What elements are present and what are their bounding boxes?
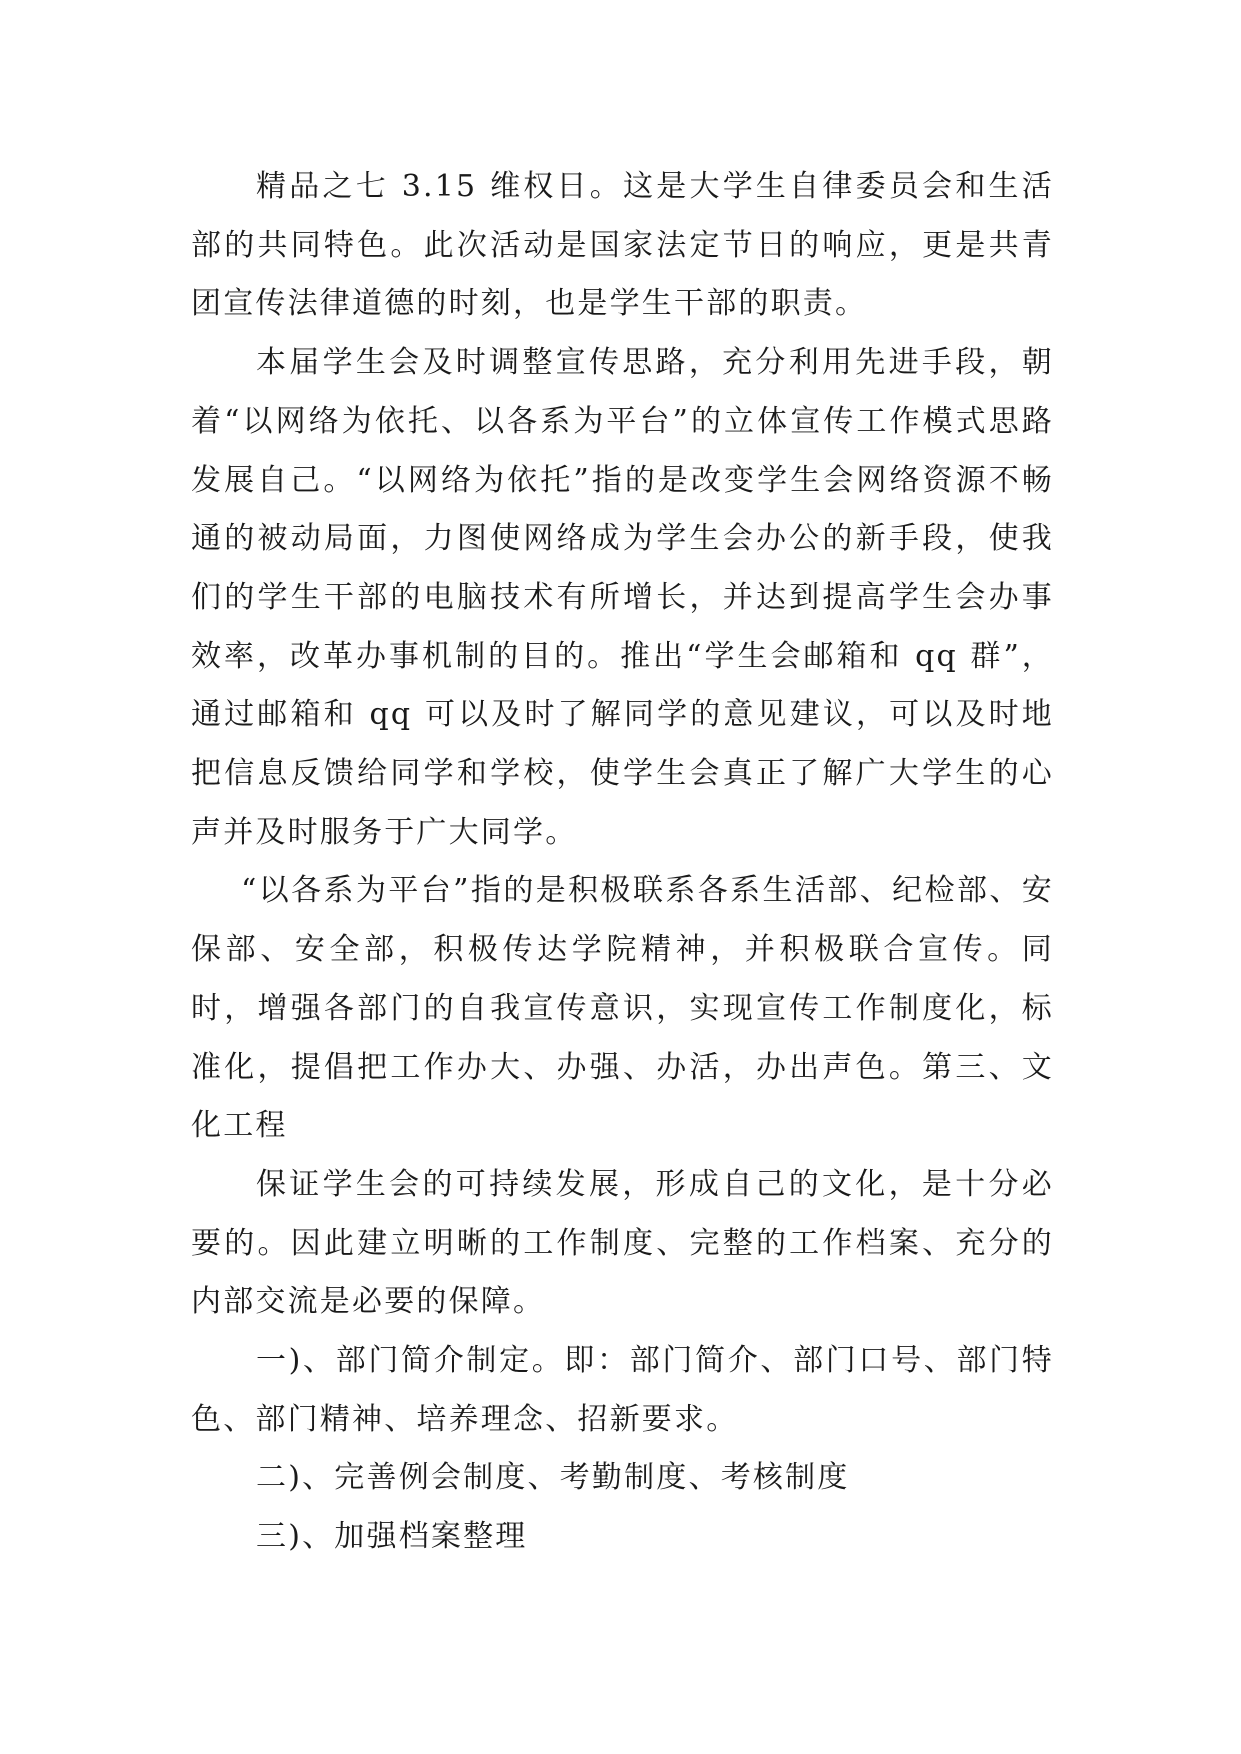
list-item-archive-management: 三)、加强档案整理 <box>256 1519 528 1555</box>
paragraph-publicity-strategy: 本届学生会及时调整宣传思路，充分利用先进手段，朝着“以网络为依托、以各系为平台”的立体宣传工作模式思路发展自己。“以网络为依托”指的是改变学生会网络资源不畅通的被动局面，力图使网络成为学生会办公的新手段，使我们的学生干部的电脑技术有所增长，并达到提高学生会办事效率，改革办事机制的目的。推出“学生会邮箱和 qq 群”，通过邮箱和 qq 可以及时了解同学的意见建议，可以及时地把信息反馈给同学和学校，使学生会真正了解广大学生的心声并及时服务于广大同学。 <box>191 345 1054 850</box>
paragraph-department-platform: “以各系为平台”指的是积极联系各系生活部、纪检部、安保部、安全部，积极传达学院精神，并积极联合宣传。同时，增强各部门的自我宣传意识，实现宣传工作制度化，标准化，提倡把工作办大、办强、办活，办出声色。第三、文化工程 <box>191 873 1054 1144</box>
paragraph-315-rights-day: 精品之七 3.15 维权日。这是大学生自律委员会和生活部的共同特色。此次活动是国家法定节日的响应，更是共青团宣传法律道德的时刻，也是学生干部的职责。 <box>191 169 1054 322</box>
list-item-meeting-system: 二)、完善例会制度、考勤制度、考核制度 <box>256 1460 850 1496</box>
document-body <box>191 158 1054 1567</box>
paragraph-culture-project: 保证学生会的可持续发展，形成自己的文化，是十分必要的。因此建立明晰的工作制度、完整的工作档案、充分的内部交流是必要的保障。 <box>191 1166 1054 1320</box>
list-item-department-intro: 一)、部门简介制定。即：部门简介、部门口号、部门特色、部门精神、培养理念、招新要求。 <box>191 1343 1054 1437</box>
